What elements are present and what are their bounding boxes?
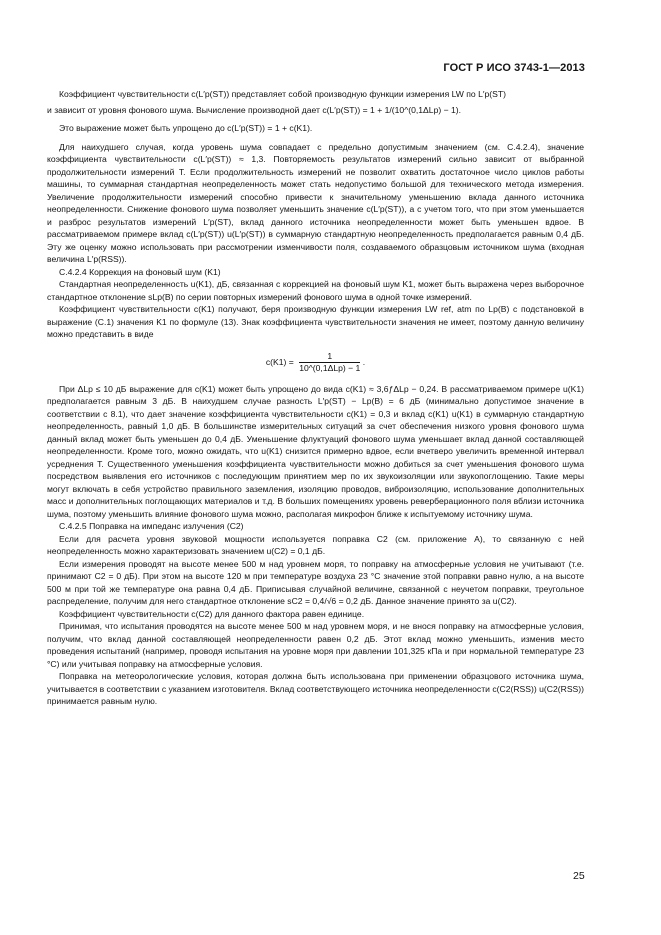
paragraph: Это выражение может быть упрощено до c(L′p(ST)) = 1 + c(K1). bbox=[59, 123, 313, 133]
paragraph: Стандартная неопределенность u(K1), дБ, связанная с коррекцией на фоновый шум K1, может быть выражена через выборочное стандартное отклонение sLp(B) по серии повторных измерений фонового шума в одной точке измерений. bbox=[47, 279, 584, 302]
formula-lhs: c(K1) = bbox=[265, 356, 294, 367]
formula-fraction bbox=[299, 351, 360, 374]
formula-c-k1 bbox=[47, 351, 584, 375]
paragraph: Коэффициент чувствительности c(C2) для данного фактора равен единице. bbox=[59, 608, 365, 619]
paragraph: Для наихудшего случая, когда уровень шума совпадает с предельно допустимым значением (см. С.4.2.4), значение коэффициента чувствительности c(L′p(ST)) ≈ 1,3. Повторяемость результатов измерений сильно зависит от выбранной продолжительности измерений T. Если продолжительность измерений не позволит охватить достаточное число циклов работы машины, то суммарная стандартная неопределенность может стать недопустимо большой для технического метода измерения. Увеличение продолжительности измерений способно привести к значительному уменьшению вклада данного источника неопределенности. Снижение фонового шума позволяет уменьшить значение c(L′p(ST)), а с учетом того, что при этом уменьшается и разброс результатов измерений L′p(ST), вклад данного источника неопределенности может быть уменьшен вдвое. В рассматриваемом примере вклад c(L′p(ST)) u(L′p(ST)) в суммарную стандартную неопределенность предполагается равным 0,4 дБ. Эту же оценку можно использовать при рассмотрении изменчивости поля, создаваемого образцовым источником шума (входная величина L′p(RSS)). bbox=[47, 141, 584, 264]
formula-denominator: 10^(0,1ΔLp) − 1 bbox=[299, 362, 361, 373]
formula-tail: . bbox=[362, 356, 366, 367]
page-number: 25 bbox=[573, 870, 585, 882]
paragraph: Если измерения проводят на высоте менее 500 м над уровнем моря, то поправку на атмосферные условия не учитывают (т.е. принимают C2 = 0 дБ). При этом на высоте 120 м при температуре воздуха 23 °С значение этой поправки равно нулю, а на высоте 500 м при той же температуре она равна 0,4 дБ. Приписывая случайной величине, связанной с неучетом поправки, треугольное распределение, получим для него стандартное отклонение sC2 = 0,4/√6 = 0,2 дБ. Данное значение принято за u(C2). bbox=[47, 558, 584, 606]
paragraph: и зависит от уровня фонового шума. Вычисление производной дает c(L′p(ST)) = 1 + 1/(10^(0,1ΔLp) − 1). bbox=[47, 104, 462, 115]
section-heading: С.4.2.5 Поправка на импеданс излучения (C2) bbox=[59, 521, 244, 531]
paragraph: Коэффициент чувствительности c(K1) получают, беря производную функции измерения LW ref, atm по Lp(B) с подстановкой в выражение (С.1) значения K1 по формуле (13). Знак коэффициента чувствительности значения не имеет, поэтому данную величину можно представить в виде bbox=[47, 304, 584, 339]
paragraph: Если для расчета уровня звуковой мощности используется поправка C2 (см. приложение А), то связанную с ней неопределенность можно характеризовать значением u(C2) = 0,1 дБ. bbox=[47, 533, 584, 556]
document-id-header: ГОСТ Р ИСО 3743-1—2013 bbox=[443, 62, 585, 74]
section-heading: С.4.2.4 Коррекция на фоновый шум (K1) bbox=[59, 266, 221, 277]
paragraph: При ΔLp ≤ 10 дБ выражение для c(K1) может быть упрощено до вида c(K1) ≈ 3,6ƒΔLp − 0,24. В рассматриваемом примере u(K1) предполагается равным 3 дБ. В наихудшем случае разность L′p(ST) − Lp(B) = 6 дБ (минимально допустимое значение в соответствии с 8.1), что дает значение коэффициента чувствительности c(K1) = 0,3 и вклад c(K1) u(K1) в суммарную стандартную неопределенность, равный 1,0 дБ. В большинстве измерительных ситуаций за счет обеспечения низкого уровня фонового шума данный вклад может быть уменьшен до 0,4 дБ. Уменьшение флуктуаций фонового шума уменьшает вклад данной составляющей неопределенности. Кроме того, можно ожидать, что u(K1) снизится примерно вдвое, если вчетверо увеличить временной интервал усреднения T. Существенного уменьшения коэффициента чувствительности можно добиться за счет уменьшения фонового шума посредством выявления его источников с последующим принятием мер по их звукоизоляции или звукопоглощению. Такие меры могут включать в себя устройство правильного заземления, изоляцию проводов, виброизоляцию, использование дополнительных масс и дополнительных поглощающих материалов и т.д. В больших помещениях уровень реверберационного поля вблизи источника шума, поэтому уменьшить влияние фонового шума можно, располагая микрофон ближе к испытуемому источнику шума. bbox=[47, 383, 584, 519]
formula-numerator: 1 bbox=[299, 351, 360, 363]
paragraph: Поправка на метеорологические условия, которая должна быть использована при применении образцового источника шума, учитывается в соответствии с указанием изготовителя. Вклад соответствующего источника неопределенности c(C2(RSS)) u(C2(RSS)) принимается равным нулю. bbox=[47, 671, 585, 706]
page-body bbox=[47, 88, 584, 708]
paragraph: Принимая, что испытания проводятся на высоте менее 500 м над уровнем моря, и не внося поправку на атмосферные условия, получим, что вклад данной составляющей неопределенности равен 0,2 дБ. Этот вклад можно уменьшить, изменив место проведения испытаний (например, проводя испытания на уровне моря при давлении 101,325 кПа и при нормальной температуре 23 °С) или учитывая поправку на атмосферные условия. bbox=[47, 621, 584, 669]
paragraph: Коэффициент чувствительности c(L′p(ST)) представляет собой производную функции измерения LW по L′p(ST) bbox=[59, 89, 506, 99]
